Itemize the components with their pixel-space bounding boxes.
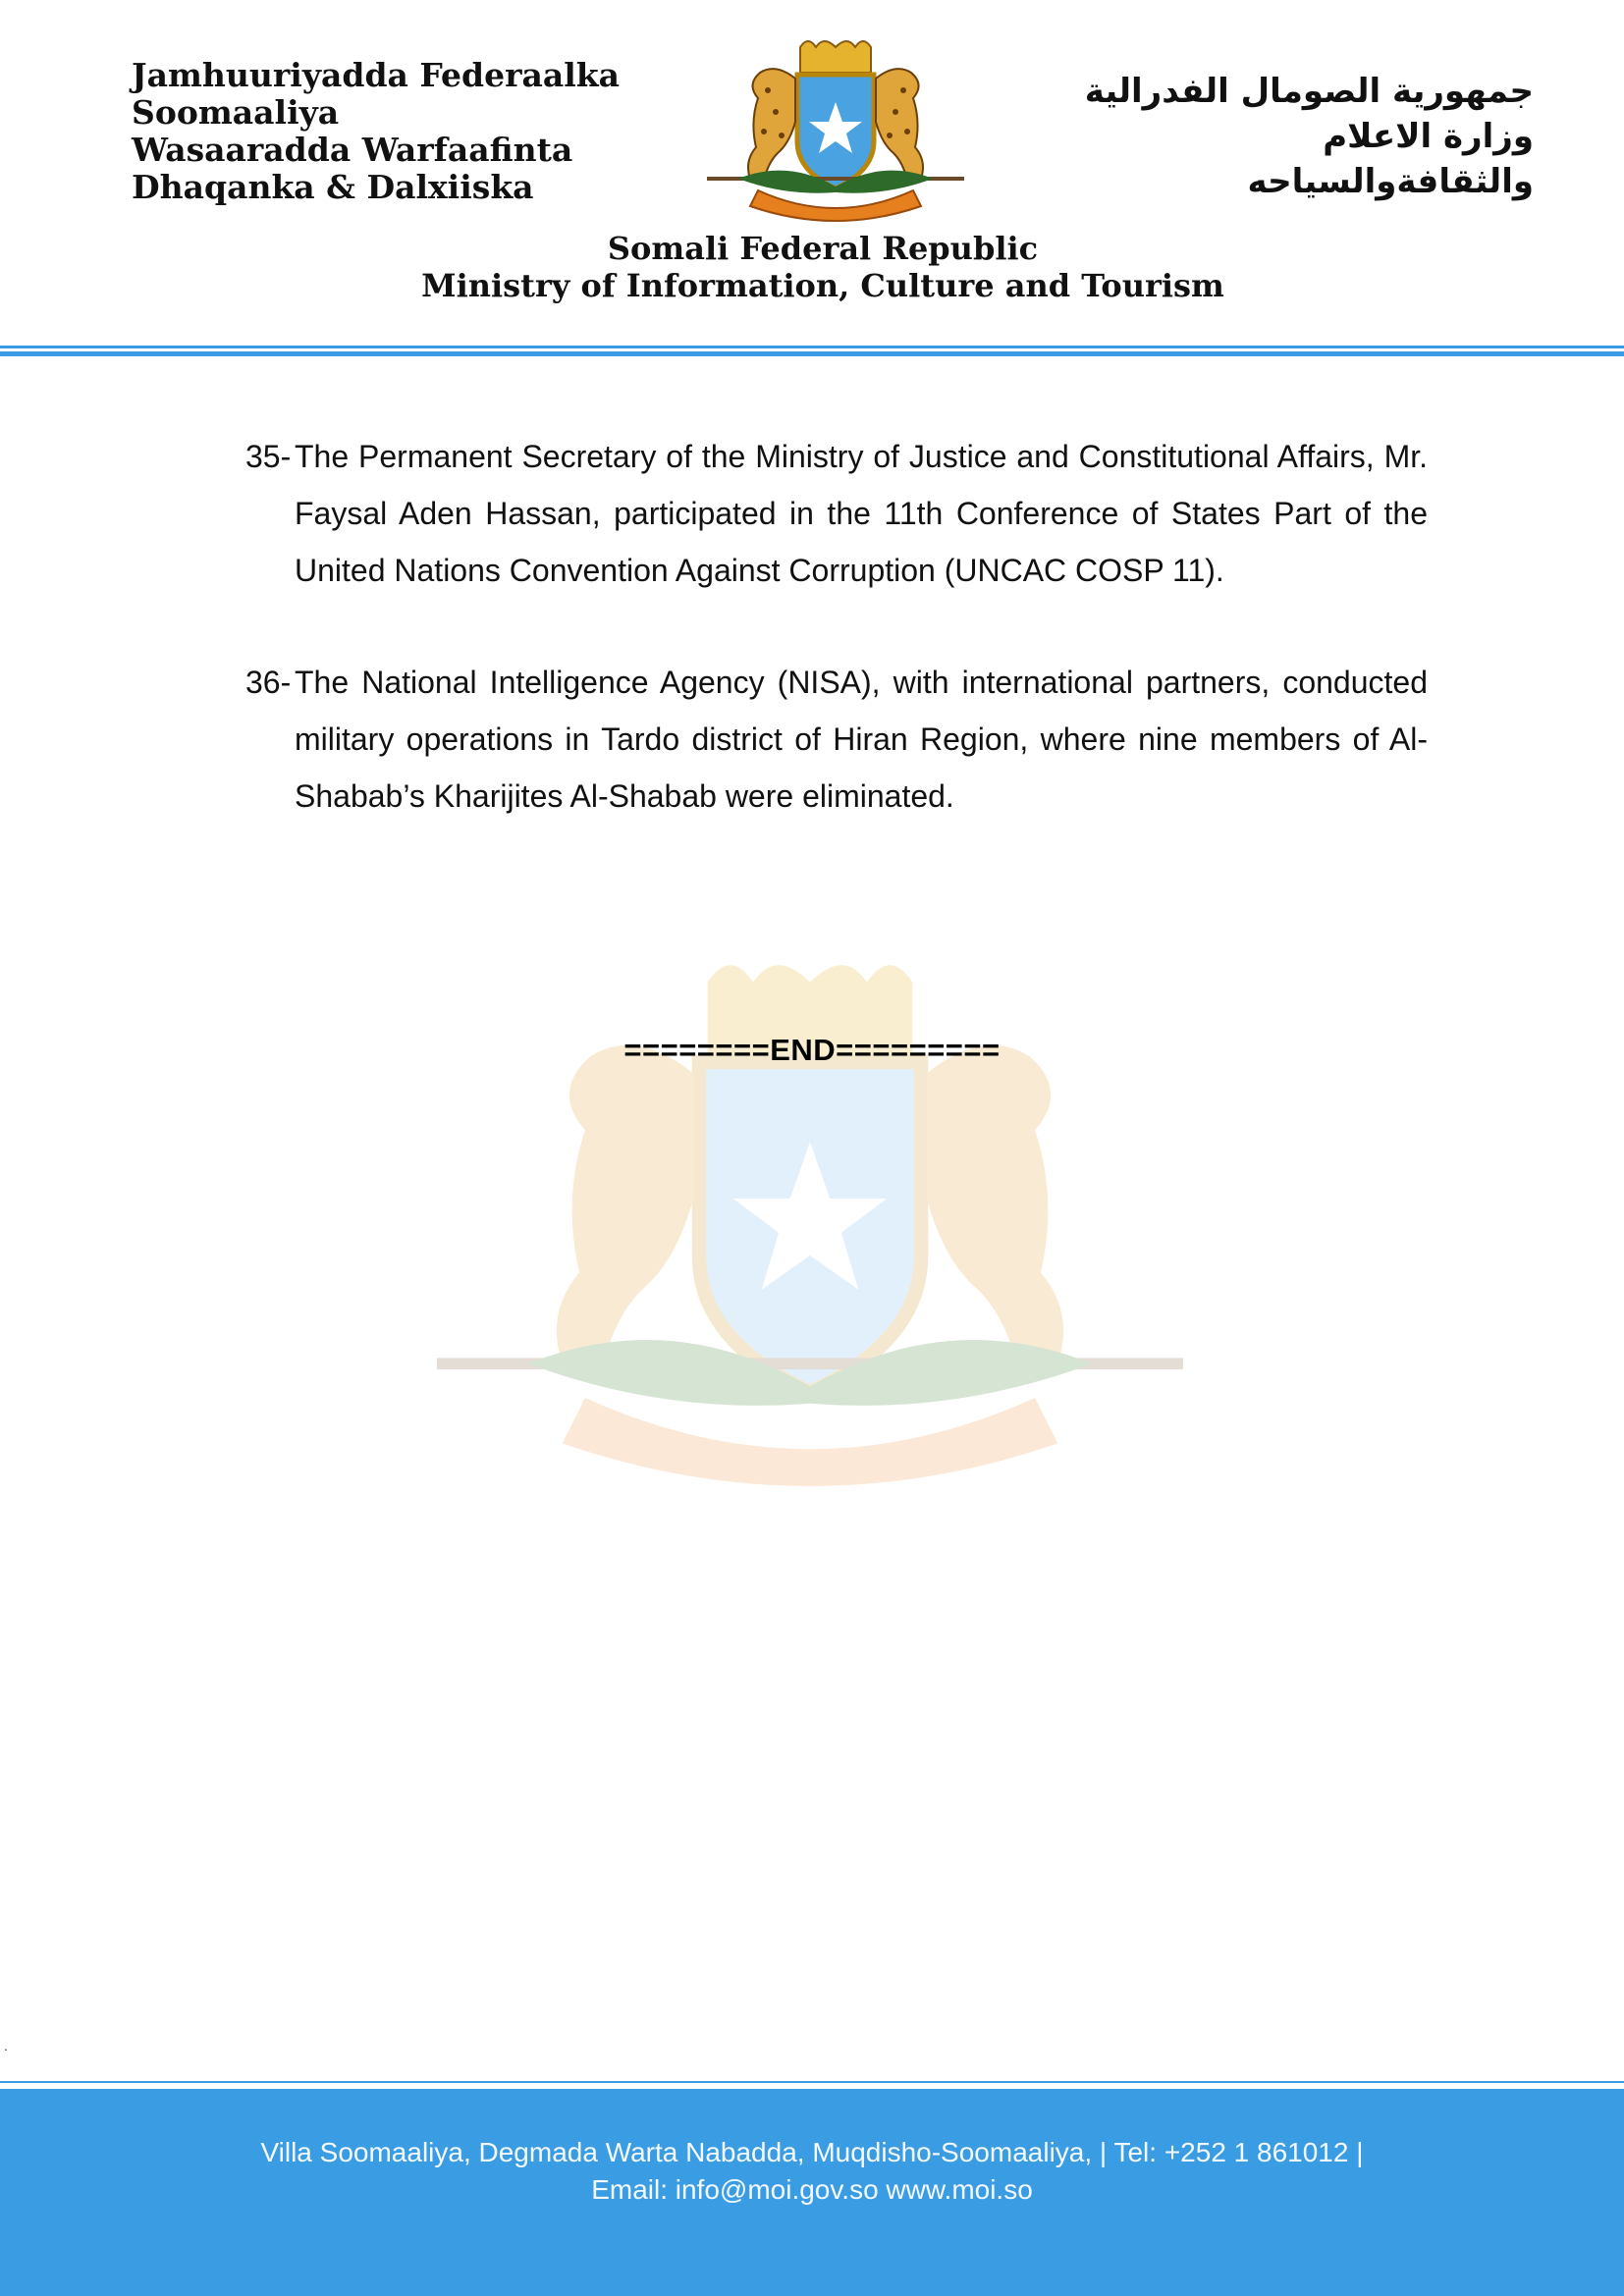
- footer-email-web: Email: info@moi.gov.so www.moi.so: [591, 2174, 1033, 2205]
- coat-of-arms-watermark-icon: [403, 942, 1218, 1512]
- list-item: [245, 428, 1428, 599]
- list-item-text: The Permanent Secretary of the Ministry of Justice and Constitutional Affairs, Mr. Faysal Aden Hassan, participated in the 11th Conference of States Part of the United Nations Convention Against Corruption (UNCAC COSP 11).: [295, 439, 1428, 588]
- header-somali-line: Soomaaliya: [132, 93, 340, 132]
- somalia-coat-of-arms-icon: [699, 33, 972, 230]
- header-somali-line: Jamhuuriyadda Federaalka: [132, 56, 621, 94]
- header-english-title: Somali Federal Republic: [607, 230, 1039, 267]
- stray-mark: .: [4, 2038, 8, 2054]
- list-item: [245, 654, 1428, 825]
- header-somali-line: Wasaaradda Warfaafinta: [132, 131, 573, 169]
- header-english-block: [0, 230, 1624, 304]
- header-somali-line: Dhaqanka & Dalxiiska: [132, 168, 534, 206]
- end-marker: ========END=========: [623, 1033, 1001, 1067]
- header-arabic-line: جمهورية الصومال الفدرالية: [1084, 72, 1534, 111]
- header-somali-block: [132, 57, 620, 206]
- header-divider-thin: [0, 346, 1624, 348]
- footer-divider: [0, 2081, 1624, 2083]
- header-arabic-line: وزارة الاعلام: [1323, 117, 1534, 156]
- document-body: [245, 428, 1428, 880]
- list-item-number: 36-: [245, 665, 292, 700]
- header-divider-thick: [0, 351, 1624, 356]
- footer-address: Villa Soomaaliya, Degmada Warta Nabadda, Muqdisho-Soomaaliya, | Tel: +252 1 861012 |: [260, 2137, 1364, 2167]
- header-arabic-block: [1023, 69, 1534, 204]
- footer-contact: [0, 2134, 1624, 2209]
- list-item-number: 35-: [245, 439, 292, 474]
- header-english-ministry: Ministry of Information, Culture and Tourism: [421, 267, 1224, 304]
- list-item-text: The National Intelligence Agency (NISA), with international partners, conducted military operations in Tardo district of Hiran Region, where nine members of Al-Shabab’s Kharijites Al-Shabab were eliminated.: [295, 665, 1428, 814]
- header-arabic-line: والثقافةوالسياحه: [1247, 162, 1534, 201]
